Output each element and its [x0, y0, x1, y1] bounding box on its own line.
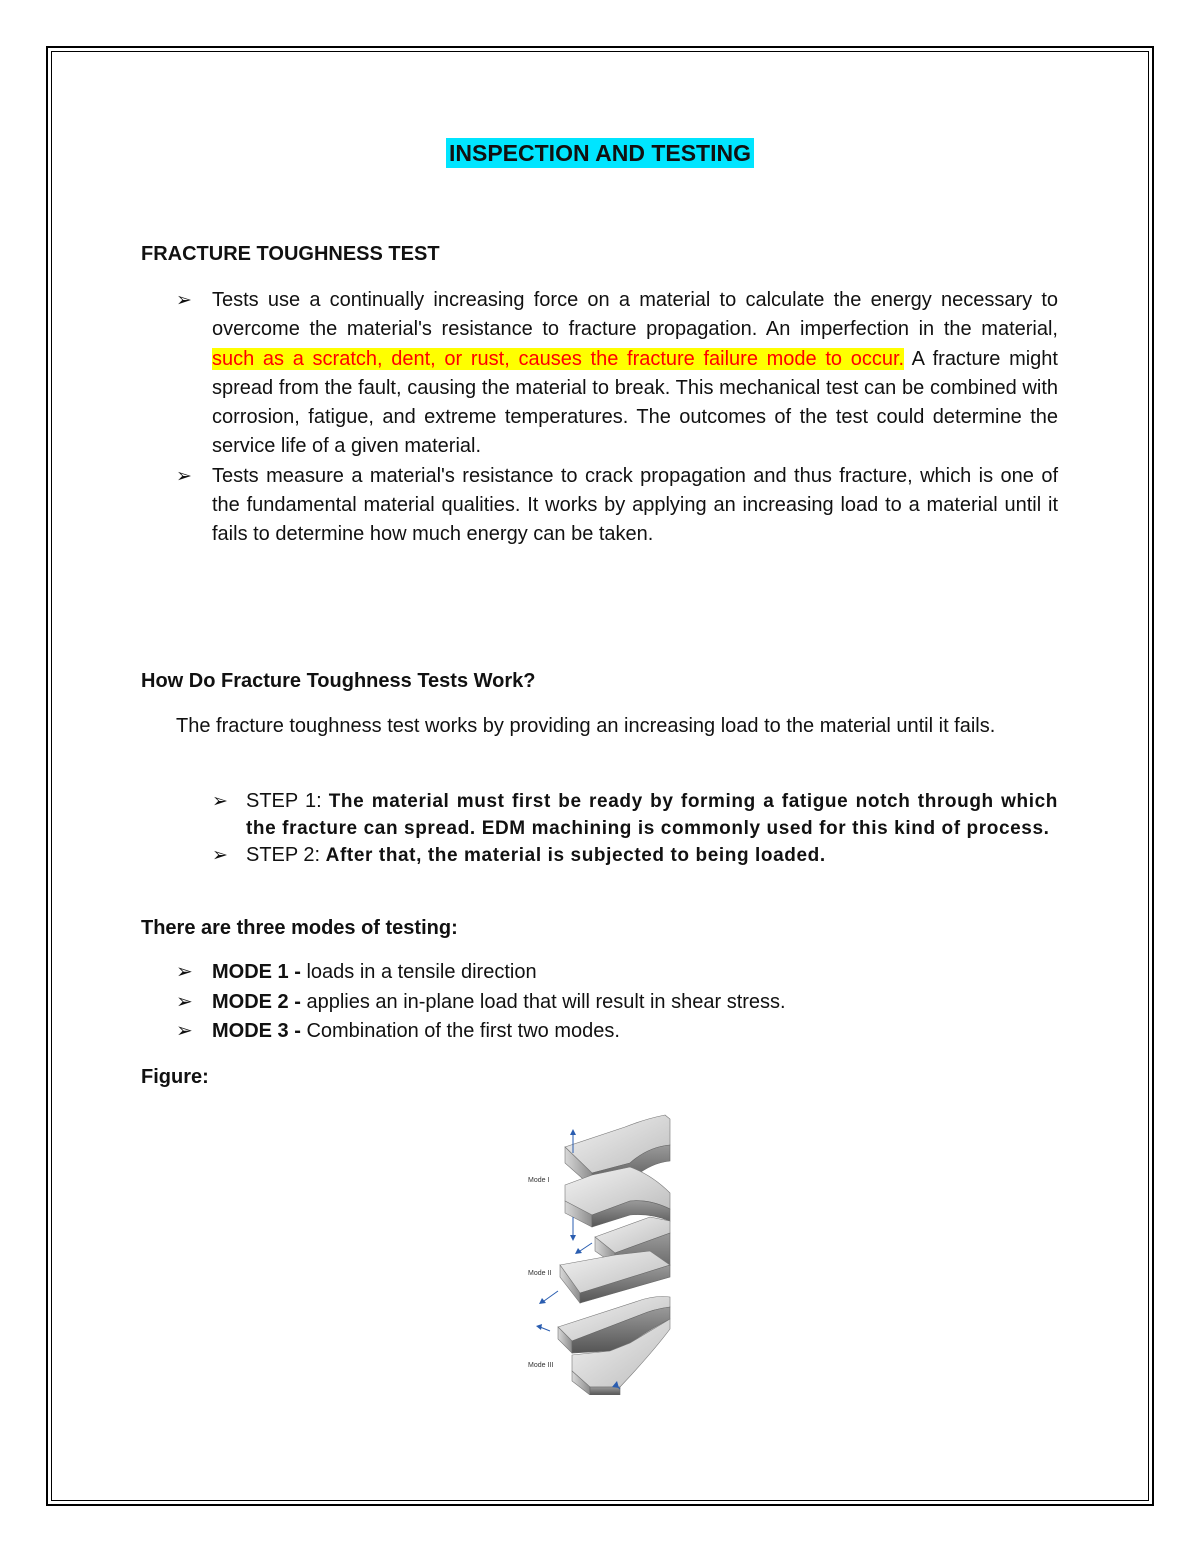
section-heading-modes: There are three modes of testing: — [141, 917, 458, 939]
mode-text: applies an in-plane load that will result in shear stress. — [306, 990, 786, 1013]
intro-paragraph: The fracture toughness test works by providing an increasing load to the material until it fails. — [176, 715, 996, 737]
arrow-bullet-icon: ➢ — [176, 465, 192, 487]
bullet-item — [176, 462, 1058, 550]
step-item — [212, 842, 1058, 869]
arrow-bullet-icon: ➢ — [176, 290, 192, 311]
mode-name: MODE 1 - — [212, 961, 307, 983]
bullet-text-part: Tests use a continually increasing force on a material to calculate the energy necessary to overcome the material's resistance to fracture propagation. An imperfection in the material, — [212, 289, 1058, 341]
mode-2-specimen — [528, 1217, 670, 1304]
arrow-bullet-icon: ➢ — [176, 1020, 193, 1042]
fracture-modes-illustration — [520, 1105, 680, 1395]
mode-3-specimen — [528, 1297, 670, 1396]
step-label: STEP 2: — [246, 844, 326, 866]
mode-name: MODE 2 - — [212, 990, 307, 1013]
arrow-bullet-icon: ➢ — [176, 990, 193, 1013]
mode-item — [176, 958, 1058, 988]
bullet-item — [176, 286, 1058, 462]
mode-text: Combination of the first two modes. — [306, 1020, 620, 1042]
mode-2-label: Mode II — [528, 1270, 552, 1277]
arrow-bullet-icon: ➢ — [212, 845, 228, 866]
section-heading-how-it-works: How Do Fracture Toughness Tests Work? — [141, 670, 536, 692]
figure-heading: Figure: — [141, 1066, 209, 1088]
step-label: STEP 1: — [246, 790, 329, 812]
document-title — [0, 140, 1200, 167]
arrow-bullet-icon: ➢ — [176, 961, 193, 983]
mode-item — [176, 1017, 1058, 1047]
section-heading-fracture-toughness: FRACTURE TOUGHNESS TEST — [141, 243, 440, 265]
step-text: After that, the material is subjected to being loaded. — [325, 845, 826, 866]
document-title-text: INSPECTION AND TESTING — [446, 138, 754, 168]
mode-text: loads in a tensile direction — [306, 961, 537, 983]
mode-name: MODE 3 - — [212, 1020, 307, 1042]
modes-list — [176, 958, 1058, 1047]
fracture-modes-figure — [520, 1105, 680, 1395]
step-item — [212, 788, 1058, 842]
highlighted-text: such as a scratch, dent, or rust, causes the fracture failure mode to occur. — [212, 347, 905, 370]
mode-1-label: Mode I — [528, 1177, 550, 1184]
arrow-bullet-icon: ➢ — [212, 791, 228, 812]
bullet-text-part: A fracture might spread from the fault, causing the material to break. This mechanical test can be combined with corrosion, fatigue, and extreme temperatures. The outcomes of the test could determine the service life of a given material. — [212, 347, 1058, 458]
steps-list — [212, 788, 1058, 869]
mode-3-label: Mode III — [528, 1362, 554, 1369]
fracture-toughness-bullets — [176, 286, 1058, 550]
step-text: The material must first be ready by forming a fatigue notch through which the fracture can spread. EDM machining is commonly used for this kind of process. — [246, 791, 1058, 839]
mode-item — [176, 988, 1058, 1018]
bullet-text: Tests measure a material's resistance to crack propagation and thus fracture, which is one of the fundamental material qualities. It works by applying an increasing load to a material until it fails to determine how much energy can be taken. — [212, 464, 1058, 546]
